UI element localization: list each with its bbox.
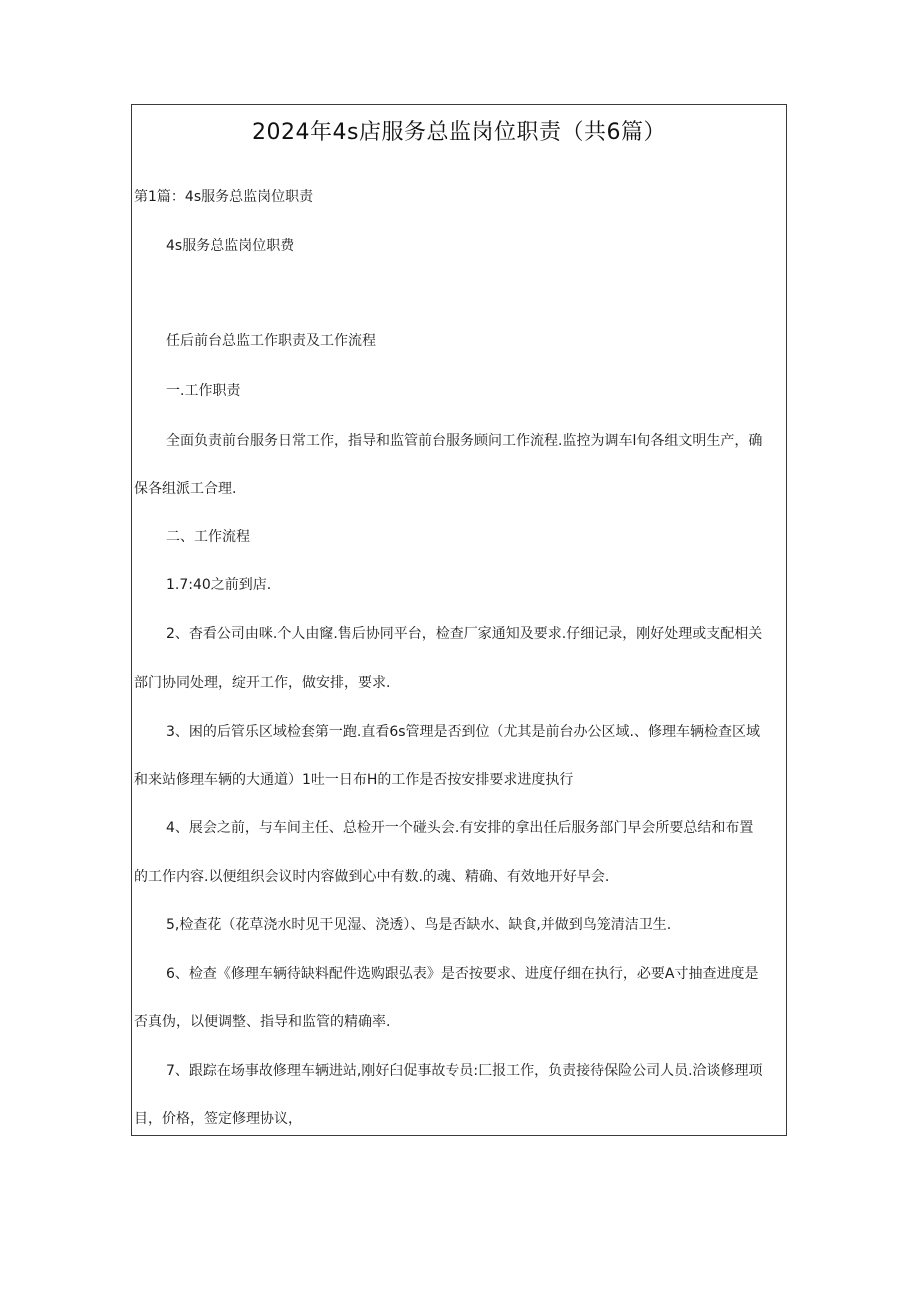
step-3-line-2: 和来站修理车辆的大通道）1吐一日布H的工作是否按安排要求进度执行 <box>134 772 574 788</box>
process-heading: 二、工作流程 <box>166 529 250 545</box>
step-7-line-1: 7、跟踪在场事故修理车辆进站,刚好臼促事故专员:匚报工作，负责接待保险公司人员.洽谈修理项 <box>166 1063 763 1079</box>
step-2-line-1: 2、杳看公司由咪.个人由窿.售后协同平台，检查厂家通知及要求.仔细记录，刚好处理或支配相关 <box>166 626 763 642</box>
duties-line-2: 保各组派工合理. <box>134 481 237 497</box>
section-heading: 任后前台总监工作职责及工作流程 <box>166 333 376 349</box>
document-frame <box>131 104 787 1136</box>
step-4-line-1: 4、展会之前，与车间主任、总检开一个碰头会.有安排的拿出任后服务部门早会所要总结和布置 <box>166 820 754 836</box>
step-5: 5,检查花（花草浇水时见干见湿、浇透）、鸟是否缺水、缺食,并做到鸟笼清洁卫生. <box>166 917 672 933</box>
step-7-line-2: 目，价格，签定修理协议， <box>134 1111 302 1127</box>
part-heading: 第1篇：4s服务总监岗位职责 <box>134 189 314 205</box>
step-3-line-1: 3、困的后管乐区域检套第一跑.直看6s管理是否到位（尤其是前台办公区域.、修理车辆检查区域 <box>166 724 761 740</box>
step-1: 1.7:40之前到店. <box>166 577 272 593</box>
duties-heading: 一.工作职责 <box>166 383 241 399</box>
step-6-line-1: 6、检查《修理车辆待缺料配件选购跟弘表》是否按要求、进度仔细在执行，必要A寸抽查进度是 <box>166 966 759 982</box>
step-6-line-2: 否真伪，以便调整、指导和监管的精确率. <box>134 1014 391 1030</box>
step-2-line-2: 部门协同处理，绽开工作，做安排，要求. <box>134 675 391 691</box>
document-title: 2024年4s店服务总监岗位职责（共6篇） <box>252 120 666 145</box>
subtitle: 4s服务总监岗位职费 <box>166 238 295 254</box>
duties-line-1: 全面负责前台服务日常工作，指导和监管前台服务顾问工作流程.监控为调车l旬各组文明生产，确 <box>166 433 763 449</box>
step-4-line-2: 的工作内容.以便组织会议时内容做到心中有数.的魂、精确、有效地开好早会. <box>134 869 610 885</box>
